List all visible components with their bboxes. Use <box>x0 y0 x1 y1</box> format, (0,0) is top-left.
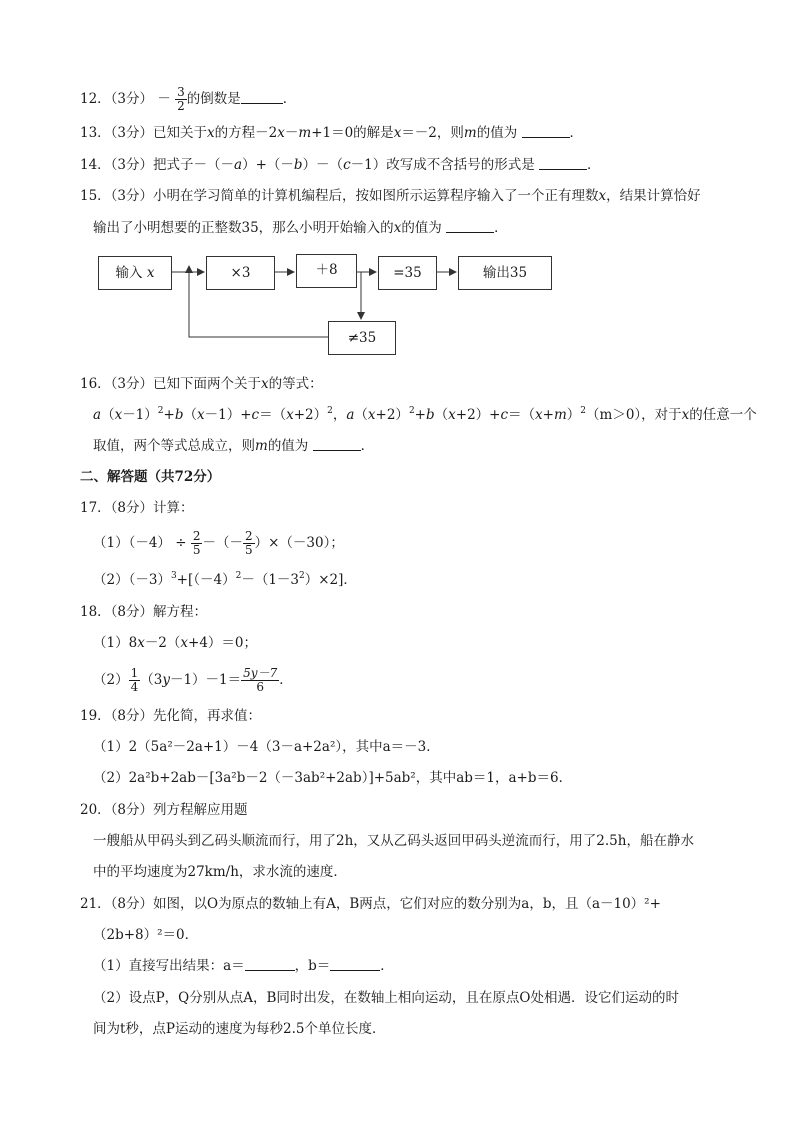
q13-t1: 已知关于 <box>153 125 208 141</box>
q20-title: 列方程解应用题 <box>153 802 248 818</box>
flow-plus8-box: ＋8 <box>296 254 357 288</box>
q19-part1: （1）2（5a²－2a+1）－4（3－a+2a²），其中a＝－3． <box>93 739 440 755</box>
q16-line3b: 的值为 <box>267 438 309 454</box>
flow-output-box: 输出35 <box>458 256 552 290</box>
q12-number: 12．（3分） <box>80 91 154 107</box>
q16-t1: 已知下面两个关于 <box>153 376 262 392</box>
q17-title: 计算： <box>153 500 194 516</box>
q17-part1 <box>93 530 344 557</box>
q17-frac1 <box>191 530 203 557</box>
q19-part2: （2）2a²b+2ab－[3a²b－2（－3ab²+2ab）]+5ab²，其中ab＝1，a+b＝6． <box>93 770 573 786</box>
q14-var-a: a <box>234 157 243 173</box>
q18-frac1 <box>129 667 141 694</box>
q13-var-m: m <box>298 125 312 141</box>
question-19 <box>80 707 261 725</box>
q17-p1c: ）×（－30）； <box>254 535 344 551</box>
q16-t2: 的等式： <box>268 376 323 392</box>
q17-f2d: 5 <box>244 543 253 557</box>
q21-blank-a[interactable] <box>245 958 295 971</box>
q15-line2b: 的值为 <box>401 220 442 236</box>
q21-number: 21．（8分） <box>80 896 154 912</box>
q16-line3a: 取值，两个等式总成立，则 <box>93 438 255 454</box>
q15-var-x: x <box>598 188 607 204</box>
q21-p1c: ． <box>380 958 394 974</box>
q18-f2n: 5y－7 <box>243 666 278 680</box>
flow-neq35-box: ≠35 <box>328 321 396 355</box>
flow-times3-box: ×3 <box>206 256 275 290</box>
q18-p1c: +4）＝0； <box>188 635 258 651</box>
q12-end: ． <box>282 91 297 107</box>
q17-p2: （2）（－3） <box>93 572 171 588</box>
question-20 <box>80 801 248 819</box>
q17-p2e2: 2 <box>235 571 242 581</box>
q14-t1: 把式子－（－ <box>153 157 235 173</box>
q16-cond2: 的任意一个 <box>689 407 757 423</box>
q21-part1 <box>93 957 394 975</box>
q21-part2-line1: （2）设点P，Q分别从点A，B同时出发，在数轴上相向运动，且在原点O处相遇．设它们运动的时 <box>93 990 679 1006</box>
q18-p1b: －2（ <box>144 635 181 651</box>
q13-t3: － <box>284 125 299 141</box>
q15-var-x2: x <box>393 220 402 236</box>
q18-number: 18．（8分） <box>80 604 154 620</box>
q19-title: 先化简，再求值： <box>153 708 262 724</box>
q21-p1b: ，b＝ <box>294 958 331 974</box>
q17-p2d: ）×2]． <box>304 572 357 588</box>
q18-p2c: －1）－1＝ <box>169 672 242 688</box>
q13-var-x2: x <box>277 125 285 141</box>
q12-frac-den: 2 <box>177 99 185 113</box>
q12-sign: － <box>157 91 171 107</box>
q15-line1-end: ，结果计算恰好 <box>606 188 701 204</box>
q14-t3: ）－（ <box>302 157 344 173</box>
q17-f2n: 2 <box>244 529 253 543</box>
q16-var-x: x <box>261 376 269 392</box>
q21-p1a: （1）直接写出结果：a＝ <box>93 958 245 974</box>
question-16-line1 <box>80 375 323 393</box>
q14-number: 14．（3分） <box>80 157 154 173</box>
q17-number: 17．（8分） <box>80 500 154 516</box>
q15-line1: 小明在学习简单的计算机编程后，按如图所示运算程序输入了一个正有理数 <box>153 188 599 204</box>
q16-end: ． <box>360 438 375 454</box>
q18-p1: （1）8 <box>93 635 138 651</box>
q18-f1d: 4 <box>130 680 139 694</box>
question-16-line2: $a(x-1)^2+b(x-1)+c=(x+2)^2$，$a(x+2)^2+b(x+2)+c=(x+m)^2(m>0)$，对于x的任意一个 <box>93 406 757 423</box>
question-16-line3 <box>93 437 374 455</box>
q12-frac-num: 3 <box>177 85 185 99</box>
q17-part2 <box>93 571 357 589</box>
q21-line2: （2b+8）²＝0． <box>93 927 199 943</box>
q18-p2a: （2） <box>93 672 129 688</box>
q16-number: 16．（3分） <box>80 376 154 392</box>
q13-t4: +1＝0的解是 <box>311 125 394 141</box>
question-17 <box>80 499 194 517</box>
q17-frac2 <box>243 530 255 557</box>
flow-input-var: x <box>146 265 155 281</box>
q18-p2d: ． <box>279 672 293 688</box>
q13-var-m2: m <box>463 125 477 141</box>
question-18 <box>80 603 207 621</box>
q17-p1a: （1）（－4） ÷ <box>93 535 187 551</box>
q15-number: 15．（3分） <box>80 188 154 204</box>
q12-text: 的倒数是 <box>186 91 241 107</box>
q16-cond: （m＞0），对于 <box>586 407 682 423</box>
q13-number: 13．（3分） <box>80 125 154 141</box>
q17-f1n: 2 <box>192 529 201 543</box>
question-21-line1 <box>80 895 661 913</box>
q17-p2e3: 2 <box>299 571 305 581</box>
q17-p2b: +[（－4） <box>176 572 236 588</box>
q18-f1n: 1 <box>130 666 139 680</box>
q17-p2e: 3 <box>170 571 177 581</box>
q14-t4: －1）改写成不含括号的形式是 <box>350 157 535 173</box>
q21-l1: 如图，以O为原点的数轴上有A，B两点，它们对应的数分别为a，b，且（a－10）²+ <box>153 896 661 912</box>
flow-input-box <box>98 256 172 290</box>
q17-p1b: －（－ <box>202 535 243 551</box>
q18-f2d: 6 <box>256 680 264 694</box>
q15-end: ． <box>494 220 508 236</box>
q13-var-x: x <box>207 125 215 141</box>
q17-f1d: 5 <box>192 543 201 557</box>
q14-var-c: c <box>343 157 351 173</box>
q19-number: 19．（8分） <box>80 708 154 724</box>
q17-p2c: －（1－3 <box>241 572 300 588</box>
q16-blank[interactable] <box>313 438 361 451</box>
q20-line1: 一艘船从甲码头到乙码头顺流而行，用了2h，又从乙码头返回甲码头逆流而行，用了2.5h，船在静水 <box>93 833 694 849</box>
q13-end: ． <box>569 125 584 141</box>
q21-blank-b[interactable] <box>330 958 380 971</box>
q18-frac2 <box>241 667 279 694</box>
q16-var-x2: x <box>681 407 690 423</box>
q21-part2-line2: 间为t秒，点P运动的速度为每秒2.5个单位长度． <box>93 1021 386 1037</box>
flowchart-arrows <box>0 0 794 400</box>
q18-title: 解方程： <box>153 604 208 620</box>
q13-var-x3: x <box>393 125 402 141</box>
flow-eq35-box: =35 <box>378 256 437 290</box>
flow-input-label: 输入 <box>115 265 143 281</box>
q13-t2: 的方程－2 <box>214 125 278 141</box>
q18-part1: （1）8x－2（x+4）＝0； <box>93 635 258 651</box>
q14-var-b: b <box>293 157 303 173</box>
q20-line2: 中的平均速度为27km/h，求水流的速度． <box>93 864 347 880</box>
q13-t6: 的值为 <box>476 125 518 141</box>
q14-t2: ）+（－ <box>242 157 294 173</box>
section-2-title: 二、解答题（共72分） <box>80 469 221 485</box>
q16-var-m: m <box>255 438 268 454</box>
q14-end: ． <box>587 157 601 173</box>
q18-p2b: （3 <box>140 672 163 688</box>
q18-part2: （2） $\frac{1}{4}$ （3y－1）－1＝ $\frac{5y-7}{6}$ ． <box>93 666 293 694</box>
q20-number: 20．（8分） <box>80 802 154 818</box>
q15-line2a: 输出了小明想要的正整数35，那么小明开始输入的 <box>93 220 394 236</box>
q13-t5: ＝－2，则 <box>401 125 464 141</box>
